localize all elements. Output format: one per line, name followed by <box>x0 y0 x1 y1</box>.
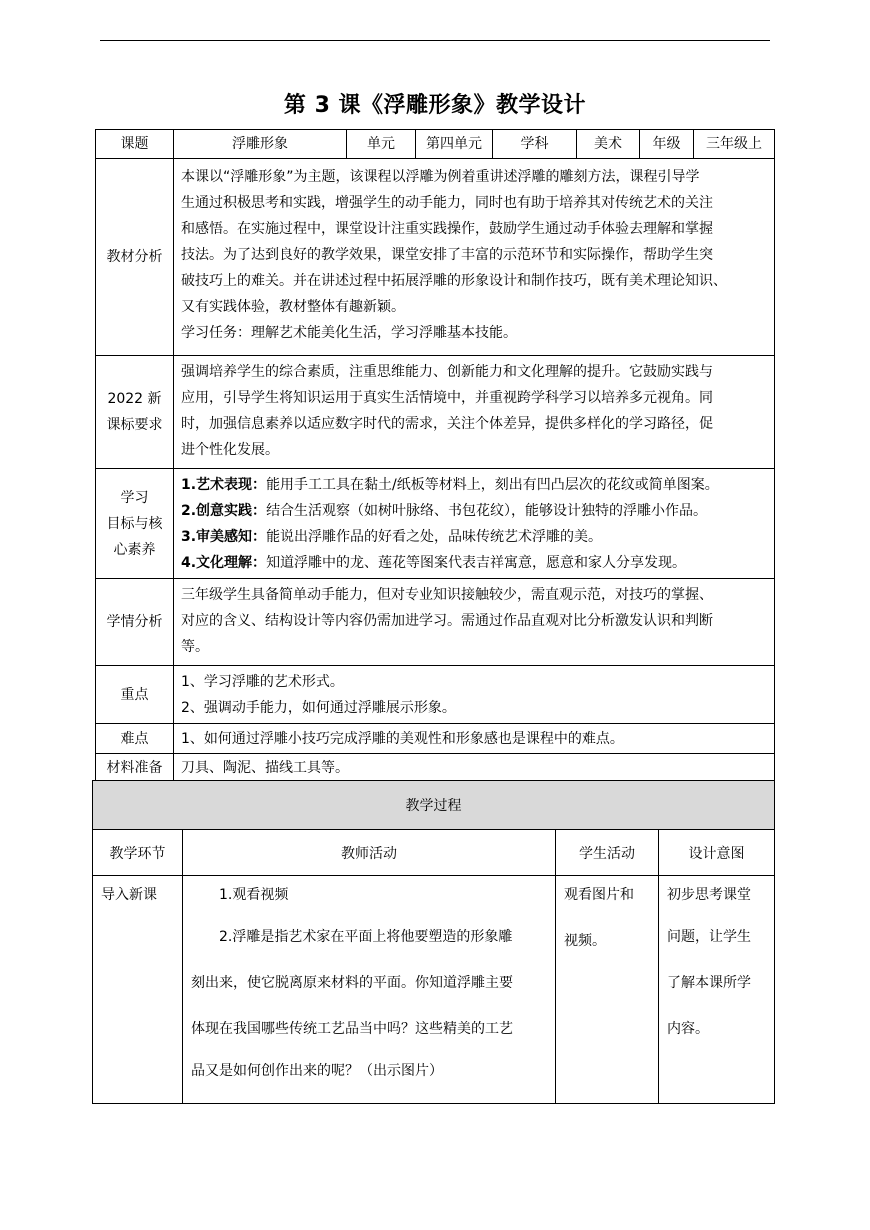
unit-label: 单元 <box>347 130 416 159</box>
text-line: 刻出来，使它脱离原来材料的平面。你知道浮雕主要 <box>191 975 513 991</box>
objective-item <box>181 472 768 498</box>
objective-item <box>181 524 768 550</box>
objective-text: 能用手工工具在黏土/纸板等材料上，刻出有凹凸层次的花纹或简单图案。 <box>266 477 719 493</box>
text-line: 内容。 <box>667 1021 709 1037</box>
objective-item <box>181 550 768 576</box>
text-line: 和感悟。在实施过程中，课堂设计注重实践操作，鼓励学生通过动手体验去理解和掌握 <box>181 221 713 237</box>
text-line: 1.观看视频 <box>219 887 289 903</box>
learners-content <box>174 579 775 666</box>
text-line: 2.浮雕是指艺术家在平面上将他要塑造的形象雕 <box>219 929 513 945</box>
learners-row <box>96 579 775 666</box>
text-line: 时，加强信息素养以适应数字时代的需求，关注个体差异，提供多样化的学习路径，促 <box>181 416 713 432</box>
text-line: 2、强调动手能力，如何通过浮雕展示形象。 <box>181 700 456 716</box>
objective-head: 4.文化理解： <box>181 555 267 571</box>
text-line: 观看图片和 <box>564 887 634 903</box>
objectives-row <box>96 469 775 579</box>
text-line: 等。 <box>181 639 209 655</box>
learners-label: 学情分析 <box>96 579 174 666</box>
objective-text: 知道浮雕中的龙、莲花等图案代表吉祥寓意，愿意和家人分享发现。 <box>266 555 687 571</box>
difficulty-label: 难点 <box>96 724 174 754</box>
text-line: 初步思考课堂 <box>667 887 751 903</box>
analysis-content <box>174 159 775 356</box>
text-line: 学习任务：理解艺术能美化生活，学习浮雕基本技能。 <box>181 325 517 341</box>
objective-head: 3.审美感知： <box>181 529 267 545</box>
col-teacher: 教师活动 <box>183 830 556 876</box>
text-line: 又有实践体验，教材整体有趣新颖。 <box>181 299 405 315</box>
materials-content: 刀具、陶泥、描线工具等。 <box>174 754 775 782</box>
text-line: 1、学习浮雕的艺术形式。 <box>181 674 344 690</box>
subject-value: 美术 <box>577 130 640 159</box>
text-line: 对应的含义、结构设计等内容仍需加进学习。需通过作品直观对比分析激发认识和判断 <box>181 613 713 629</box>
teacher-cell <box>183 876 556 1104</box>
col-student: 学生活动 <box>556 830 659 876</box>
text-line: 应用，引导学生将知识运用于真实生活情境中，并重视跨学科学习以培养多元视角。同 <box>181 390 713 406</box>
info-row <box>96 130 775 159</box>
unit-value: 第四单元 <box>416 130 493 159</box>
objective-head: 2.创意实践： <box>181 503 267 519</box>
grade-label: 年级 <box>640 130 694 159</box>
text-line: 体现在我国哪些传统工艺品当中吗？这些精美的工艺 <box>191 1021 513 1037</box>
lesson-info-table <box>95 129 775 782</box>
standards-content <box>174 356 775 469</box>
keypoints-label: 重点 <box>96 666 174 724</box>
text-line: 品又是如何创作出来的呢？（出示图片） <box>191 1063 443 1079</box>
text-line: 生通过积极思考和实践，增强学生的动手能力，同时也有助于培养其对传统艺术的关注 <box>181 195 713 211</box>
process-header: 教学过程 <box>93 781 775 830</box>
difficulty-content: 1、如何通过浮雕小技巧完成浮雕的美观性和形象感也是课程中的难点。 <box>174 724 775 754</box>
label-line: 2022 新 <box>107 391 162 407</box>
analysis-label: 教材分析 <box>96 159 174 356</box>
document-title: 第 3 课《浮雕形象》教学设计 <box>283 93 587 118</box>
text-line: 本课以“浮雕形象”为主题，该课程以浮雕为例着重讲述浮雕的雕刻方法，课程引导学 <box>181 169 700 185</box>
stage-text: 导入新课 <box>101 887 157 903</box>
standards-row <box>96 356 775 469</box>
header-rule <box>100 40 770 41</box>
text-line: 三年级学生具备简单动手能力，但对专业知识接触较少，需直观示范，对技巧的掌握、 <box>181 587 713 603</box>
difficulty-row <box>96 724 775 754</box>
col-stage: 教学环节 <box>93 830 183 876</box>
process-row <box>93 876 775 1104</box>
objective-item <box>181 498 768 524</box>
label-line: 目标与核 <box>106 515 163 532</box>
keypoints-content <box>174 666 775 724</box>
objective-head: 1.艺术表现： <box>181 477 267 493</box>
text-line: 技法。为了达到良好的教学效果，课堂安排了丰富的示范环节和实际操作，帮助学生突 <box>181 247 713 263</box>
text-line: 视频。 <box>564 933 606 949</box>
grade-value: 三年级上 <box>694 130 775 159</box>
objective-text: 能说出浮雕作品的好看之处，品味传统艺术浮雕的美。 <box>266 529 603 545</box>
col-intent: 设计意图 <box>659 830 775 876</box>
stage-cell <box>93 876 183 1104</box>
standards-label <box>96 356 174 469</box>
topic-label: 课题 <box>96 130 174 159</box>
materials-label: 材料准备 <box>96 754 174 782</box>
text-line: 进个性化发展。 <box>181 442 279 458</box>
teaching-process-table <box>92 780 775 1104</box>
student-cell <box>556 876 659 1104</box>
text-line: 破技巧上的难关。并在讲述过程中拓展浮雕的形象设计和制作技巧，既有美术理论知识、 <box>181 273 727 289</box>
label-line: 心素养 <box>113 541 156 558</box>
label-line: 课标要求 <box>106 417 163 433</box>
subject-label: 学科 <box>493 130 577 159</box>
text-line: 问题，让学生 <box>667 929 751 945</box>
text-line: 强调培养学生的综合素质，注重思维能力、创新能力和文化理解的提升。它鼓励实践与 <box>181 364 713 380</box>
topic-value: 浮雕形象 <box>174 130 347 159</box>
materials-row <box>96 754 775 782</box>
objectives-label <box>96 469 174 579</box>
label-line: 学习 <box>120 489 149 506</box>
keypoints-row <box>96 666 775 724</box>
analysis-row <box>96 159 775 356</box>
objective-text: 结合生活观察（如树叶脉络、书包花纹），能够设计独特的浮雕小作品。 <box>266 503 708 519</box>
text-line: 了解本课所学 <box>667 975 751 991</box>
objectives-content <box>174 469 775 579</box>
intent-cell <box>659 876 775 1104</box>
